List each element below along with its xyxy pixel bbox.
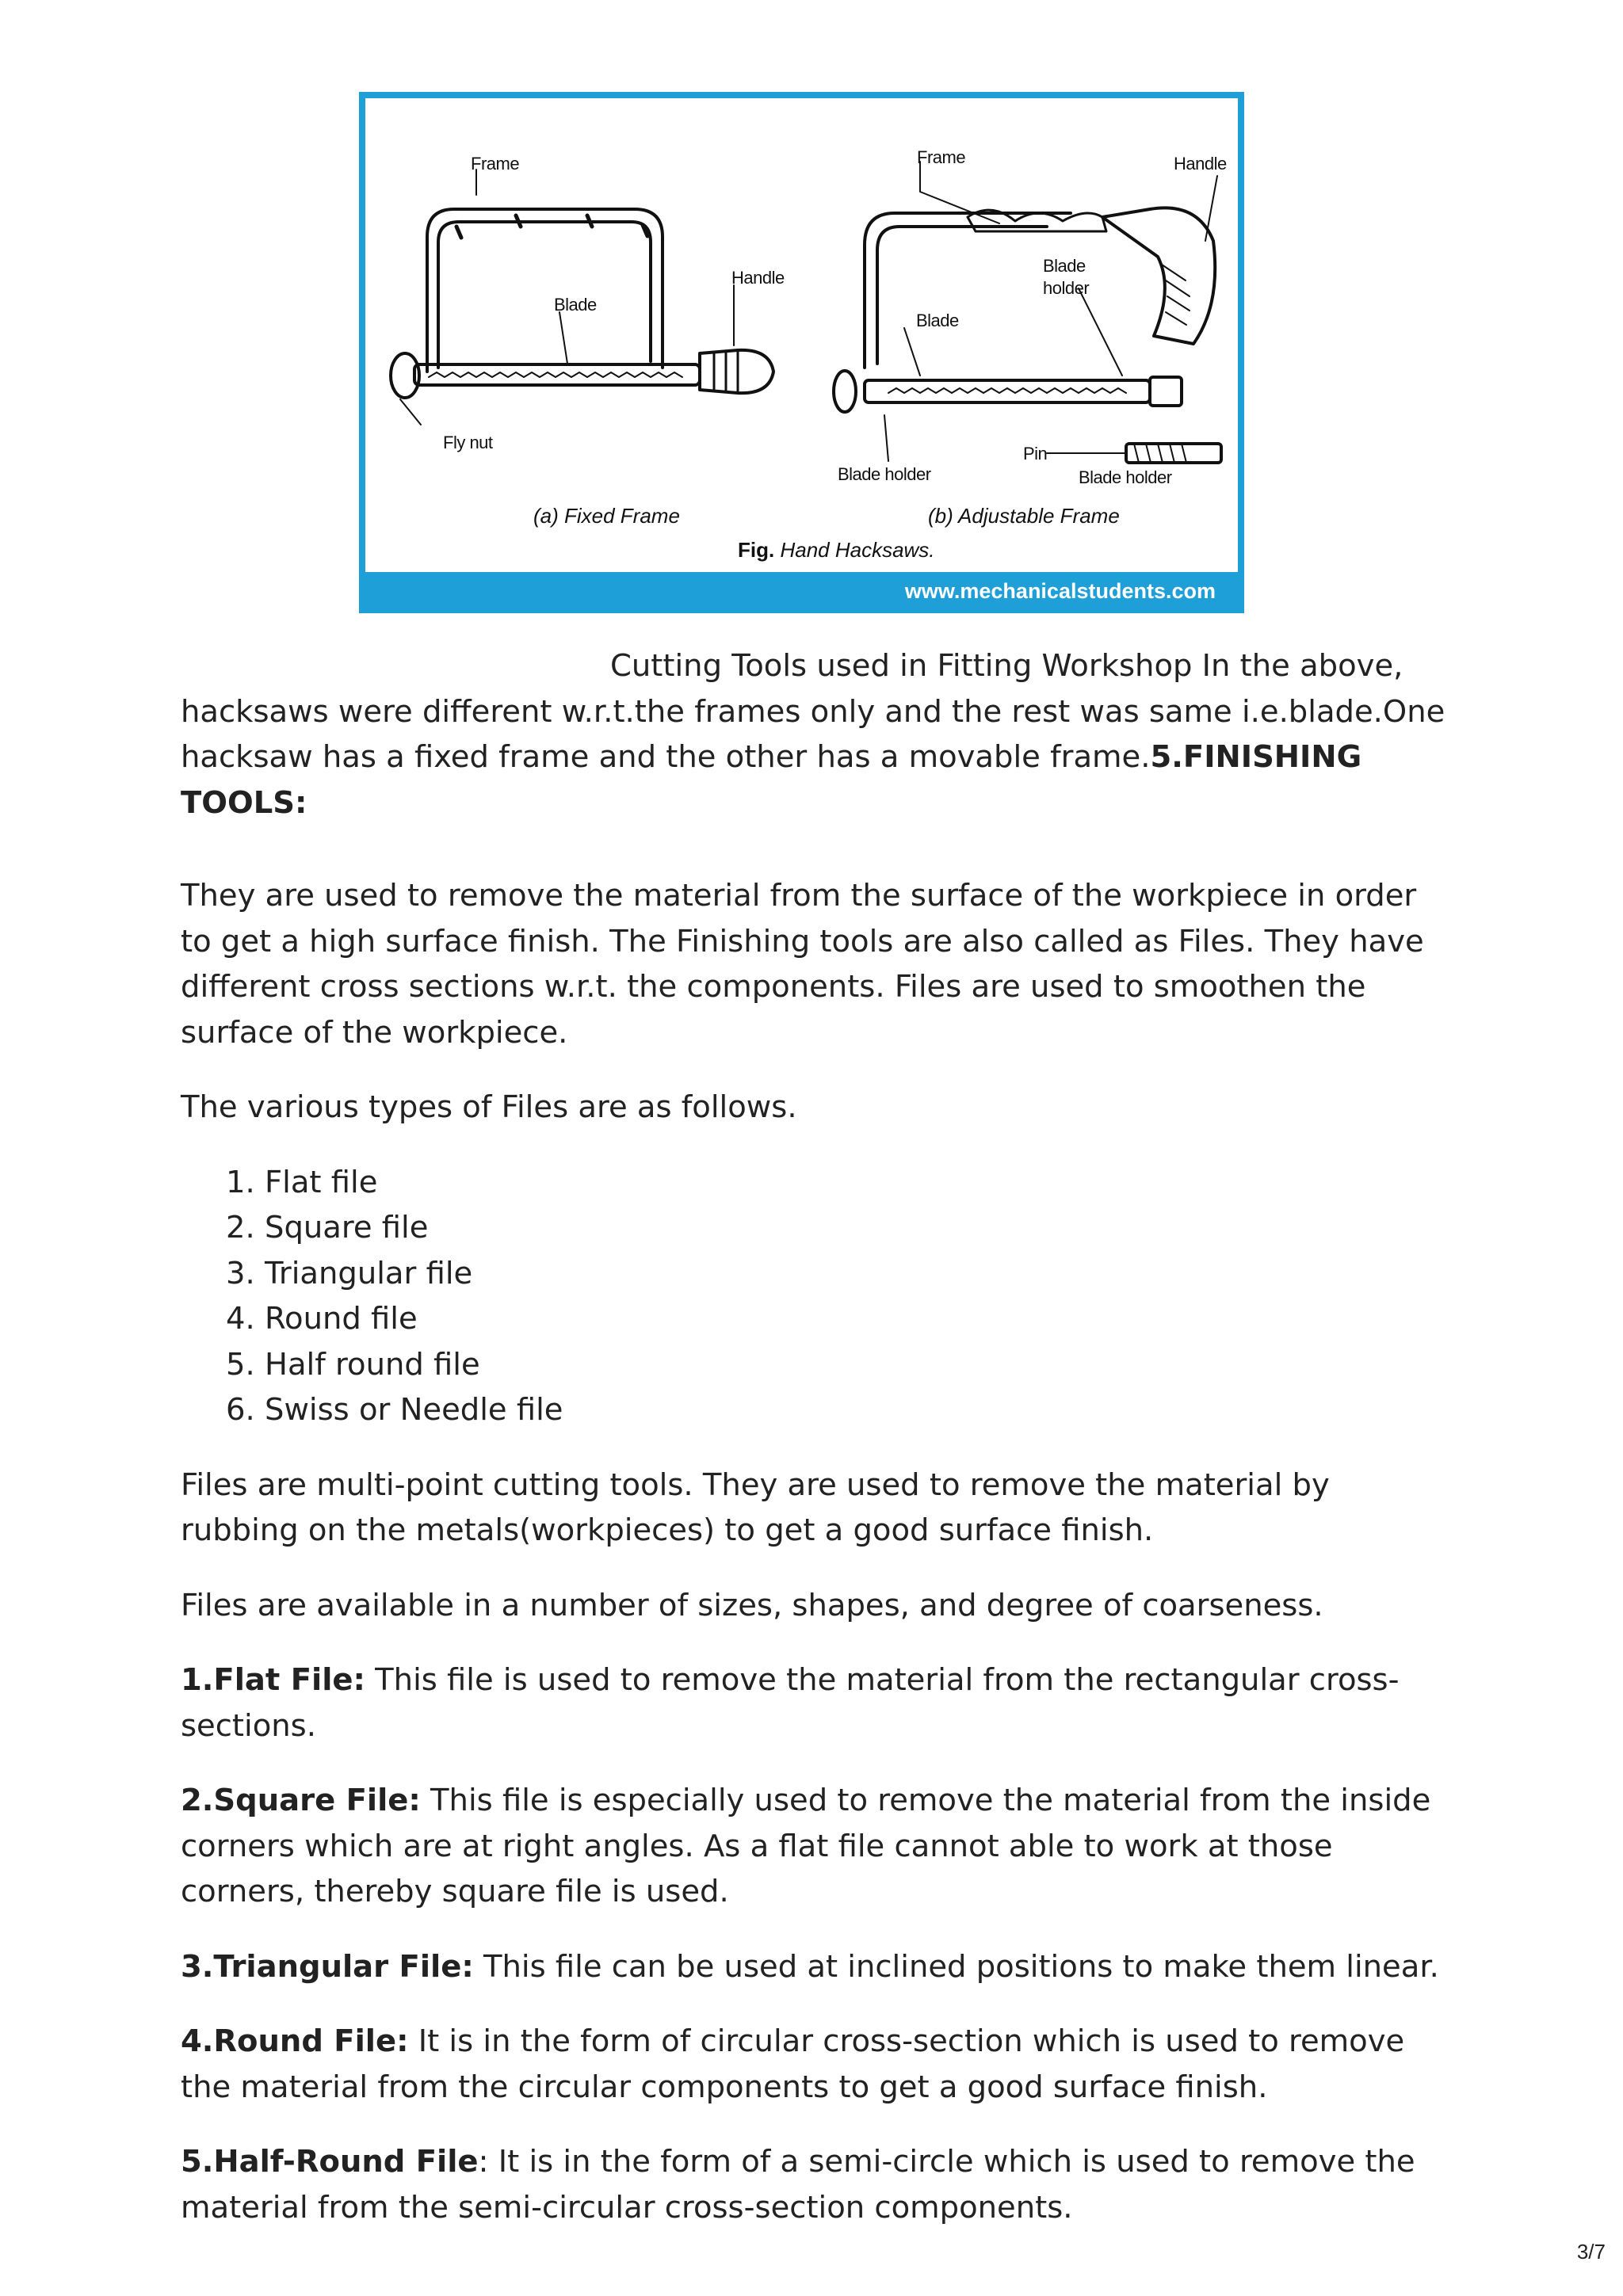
fixed-frame-outline	[427, 209, 663, 372]
adjustable-frame-outline	[865, 213, 1071, 368]
figure-watermark: www.mechanicalstudents.com	[904, 579, 1216, 603]
file-types-intro: The various types of Files are as follows.	[181, 1089, 797, 1125]
label-blade-holder-left: Blade holder	[838, 464, 931, 484]
square-file-text: This file is especially used to remove the material from the inside corners which are at right angles. As a flat file cannot able to work at those corners, thereby square file is used.	[181, 1783, 1431, 1909]
label-blade-holder-top: Blade holder	[1043, 256, 1090, 298]
label-pin: Pin	[1023, 444, 1048, 463]
section-heading-finishing-tools: 5.FINISHING TOOLS:	[181, 739, 1362, 821]
label-frame-a: Frame	[471, 154, 520, 174]
list-item: 6. Swiss or Needle file	[265, 1387, 1449, 1433]
triangular-file-text: This file can be used at inclined positions to make them linear.	[473, 1948, 1439, 1985]
label-handle-a: Handle	[731, 268, 785, 288]
label-blade-b: Blade	[916, 311, 959, 330]
file-types-list	[181, 1160, 1449, 1433]
flat-file-paragraph	[181, 1657, 1449, 1749]
round-file-title: 4.Round File:	[181, 2023, 409, 2059]
finishing-tools-paragraph: They are used to remove the material from the surface of the workpiece in order to get a high surface finish. The Finishing tools are also called as Files. They have different cross sections w.r.t. the components. Files are used to smoothen the surface of the workpiece.	[181, 878, 1424, 1051]
label-blade-holder-right: Blade holder	[1079, 467, 1172, 487]
label-blade-a: Blade	[554, 295, 597, 315]
round-file-text: It is in the form of circular cross-section which is used to remove the material from the circular components to get a good surface finish.	[181, 2023, 1405, 2105]
list-item: 4. Round file	[265, 1296, 1449, 1342]
figure-title-prefix: Fig.	[738, 538, 775, 562]
subcaption-fixed-frame: (a) Fixed Frame	[533, 504, 680, 528]
half-round-file-text: : It is in the form of a semi-circle which is used to remove the material from the semi-circular cross-section components.	[181, 2144, 1415, 2225]
label-fly-nut: Fly nut	[443, 433, 493, 452]
figure-title	[738, 538, 935, 563]
subcaption-adjustable-frame: (b) Adjustable Frame	[928, 504, 1120, 528]
intro-paragraph	[181, 643, 1449, 826]
list-item: 5. Half round file	[265, 1342, 1449, 1388]
multi-point-paragraph: Files are multi-point cutting tools. They are used to remove the material by rubbing on the metals(workpieces) to get a good surface finish.	[181, 1466, 1330, 1548]
half-round-file-title: 5.Half-Round File	[181, 2144, 479, 2180]
figure-caption-text: Cutting Tools used in Fitting Workshop	[610, 648, 1193, 684]
figure-title-text: Hand Hacksaws.	[780, 538, 935, 562]
hacksaw-figure	[359, 92, 1244, 613]
intro-text: In the above, hacksaws were different w.r.t.the frames only and the rest was same i.e.blade.One hacksaw has a fixed frame and the other has a movable frame.	[181, 648, 1445, 775]
page-number: 3/7	[1576, 2240, 1606, 2264]
square-file-paragraph	[181, 1778, 1449, 1915]
list-item: 3. Triangular file	[265, 1251, 1449, 1297]
label-frame-b: Frame	[917, 147, 966, 167]
sizes-paragraph: Files are available in a number of sizes, shapes, and degree of coarseness.	[181, 1587, 1323, 1623]
adjustable-handle-shape	[1102, 208, 1215, 344]
list-item: 2. Square file	[265, 1205, 1449, 1251]
figure-canvas	[365, 98, 1238, 572]
half-round-file-paragraph	[181, 2139, 1449, 2230]
round-file-paragraph	[181, 2019, 1449, 2110]
label-handle-b: Handle	[1174, 154, 1227, 174]
flat-file-text: This file is used to remove the material from the rectangular cross-sections.	[181, 1662, 1400, 1744]
square-file-title: 2.Square File:	[181, 1783, 421, 1818]
list-item: 1. Flat file	[265, 1160, 1449, 1206]
triangular-file-title: 3.Triangular File:	[181, 1948, 474, 1985]
triangular-file-paragraph	[181, 1944, 1449, 1990]
flat-file-title: 1.Flat File:	[181, 1662, 365, 1698]
article-body	[181, 643, 1449, 2260]
